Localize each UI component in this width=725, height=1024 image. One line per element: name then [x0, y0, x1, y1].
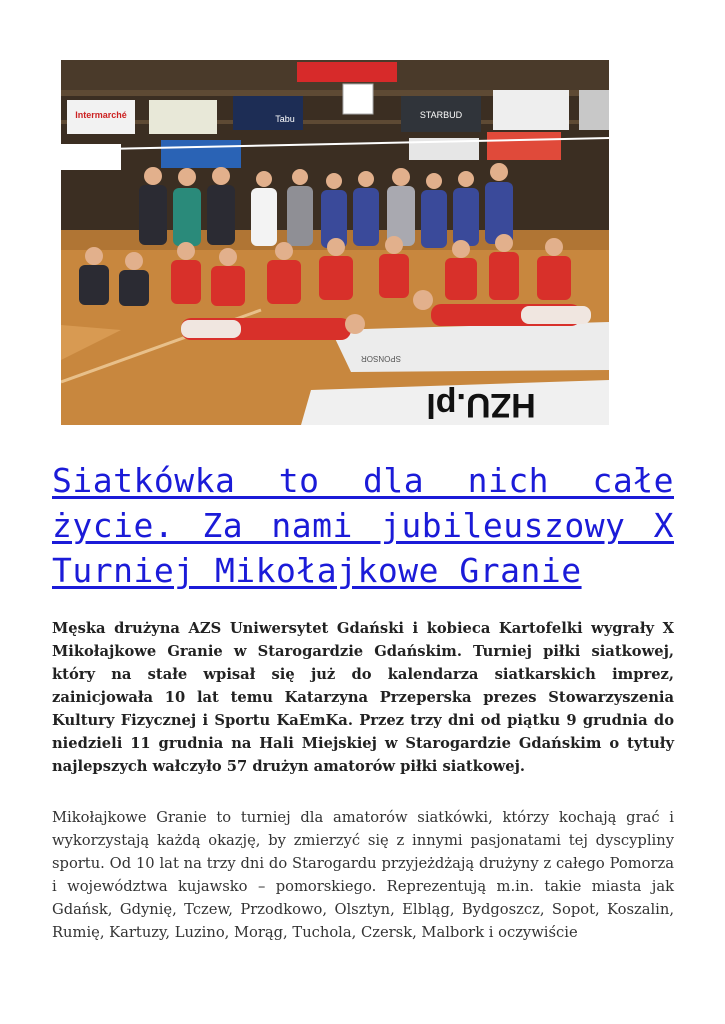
article-photo	[61, 60, 609, 425]
svg-text:STARBUD: STARBUD	[419, 110, 463, 120]
svg-text:Intermarché: Intermarché	[75, 110, 127, 120]
team-photo-illustration	[61, 60, 609, 425]
article-lead: Męska drużyna AZS Uniwersytet Gdański i kobieca Kartofelki wygrały X Mikołajkowe Granie w Starogardzie Gdańskim. Turniej piłki siatkowej, który na stałe wpisał się już do kalendarza siatkarskich imprez, zainicjowała 10 lat temu Katarzyna Przeperska prezes Stowarzyszenia Kultury Fizycznej i Sportu KaEmKa. Przez trzy dni od piątku 9 grudnia do niedzieli 11 grudnia na Hali Miejskiej w Starogardzie Gdańskim o tytuły najlepszych wałczyło 57 drużyn amatorów piłki siatkowej.	[52, 620, 674, 775]
svg-text:Tabu: Tabu	[275, 114, 295, 124]
article-body-paragraph: Mikołajkowe Granie to turniej dla amatorów siatkówki, którzy kochają grać i wykorzystają każdą okazję, by zmierzyć się z innymi pasjonatami tej dyscypliny sportu. Od 10 lat na trzy dni do Starogardu przyjeżdżają drużyny z całego Pomorza i województwa kujawsko – pomorskiego. Reprezentują m.in. takie miasta jak Gdańsk, Gdynię, Tczew, Przodkowo, Olsztyn, Elbląg, Bydgoszcz, Sopot, Koszalin, Rumię, Kartuzy, Luzino, Morąg, Tuchola, Czersk, Malbork i oczywiście	[52, 809, 674, 941]
article-title	[52, 458, 674, 593]
svg-text:HZU.pl: HZU.pl	[426, 386, 536, 424]
svg-text:SPONSOR: SPONSOR	[360, 354, 401, 363]
article-title-link[interactable]: Siatkówka to dla nich całe życie. Za nami jubileuszowy X Turniej Mikołajkowe Granie	[52, 461, 674, 590]
